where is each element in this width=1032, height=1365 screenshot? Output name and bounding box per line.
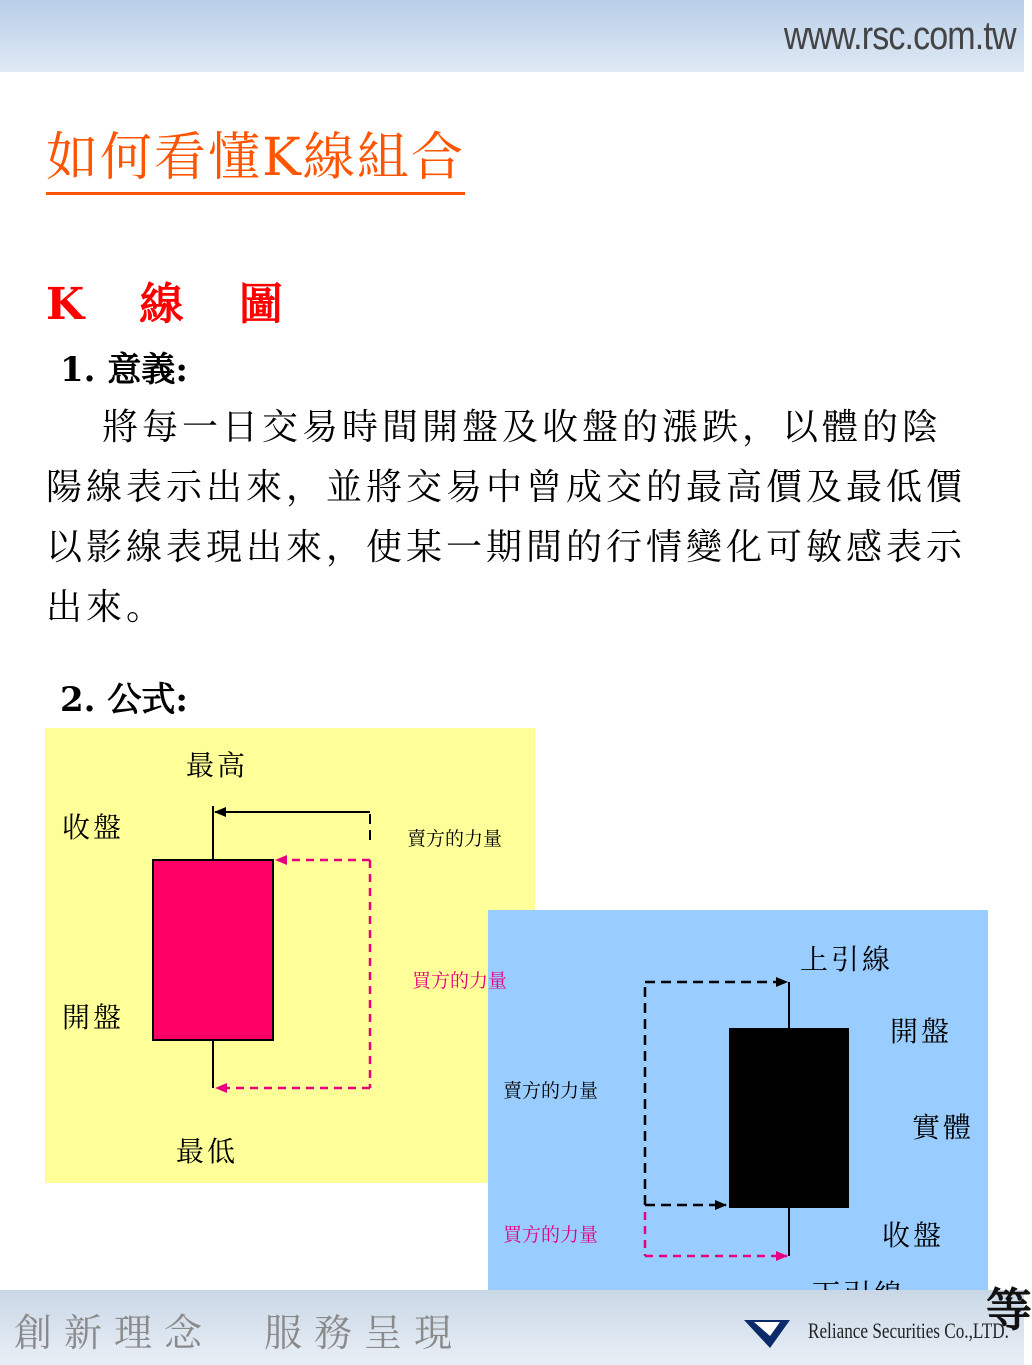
close-label: 收盤	[62, 811, 125, 844]
body-label: 實體	[912, 1111, 975, 1144]
black-seller-power-label: 賣方的力量	[503, 1081, 599, 1102]
meaning-heading: 1. 意義:	[60, 350, 188, 390]
black-buyer-power-label: 買方的力量	[503, 1225, 599, 1246]
formula-heading: 2. 公式:	[60, 680, 188, 720]
seller-power-label: 賣方的力量	[407, 829, 503, 850]
company-logo-icon	[742, 1316, 792, 1350]
low-label: 最低	[176, 1135, 239, 1168]
company-name: Reliance Securities Co.,LTD.	[808, 1318, 1009, 1343]
buyer-power-label: 買方的力量	[412, 971, 508, 992]
logo-character: 等	[986, 1283, 1032, 1337]
black-close-label: 收盤	[882, 1219, 945, 1252]
black-open-label: 開盤	[890, 1015, 953, 1048]
page-title: 如何看懂K線組合	[46, 128, 465, 195]
site-url: www.rsc.com.tw	[784, 14, 1016, 58]
black-candle-body	[729, 1028, 849, 1208]
meaning-paragraph: 將每一日交易時間開盤及收盤的漲跌，以體的陰陽線表示出來，並將交易中曾成交的最高價及最低價以影線表現出來，使某一期間的行情變化可敏感表示出來。	[46, 407, 967, 628]
high-label: 最高	[186, 749, 249, 782]
footer-slogan: 創新理念 服務呈現	[14, 1311, 465, 1355]
upper-shadow-label: 上引線	[800, 943, 894, 976]
red-candle-body	[153, 860, 273, 1040]
section-subtitle: K 線 圖	[46, 279, 303, 330]
open-label: 開盤	[62, 1001, 125, 1034]
